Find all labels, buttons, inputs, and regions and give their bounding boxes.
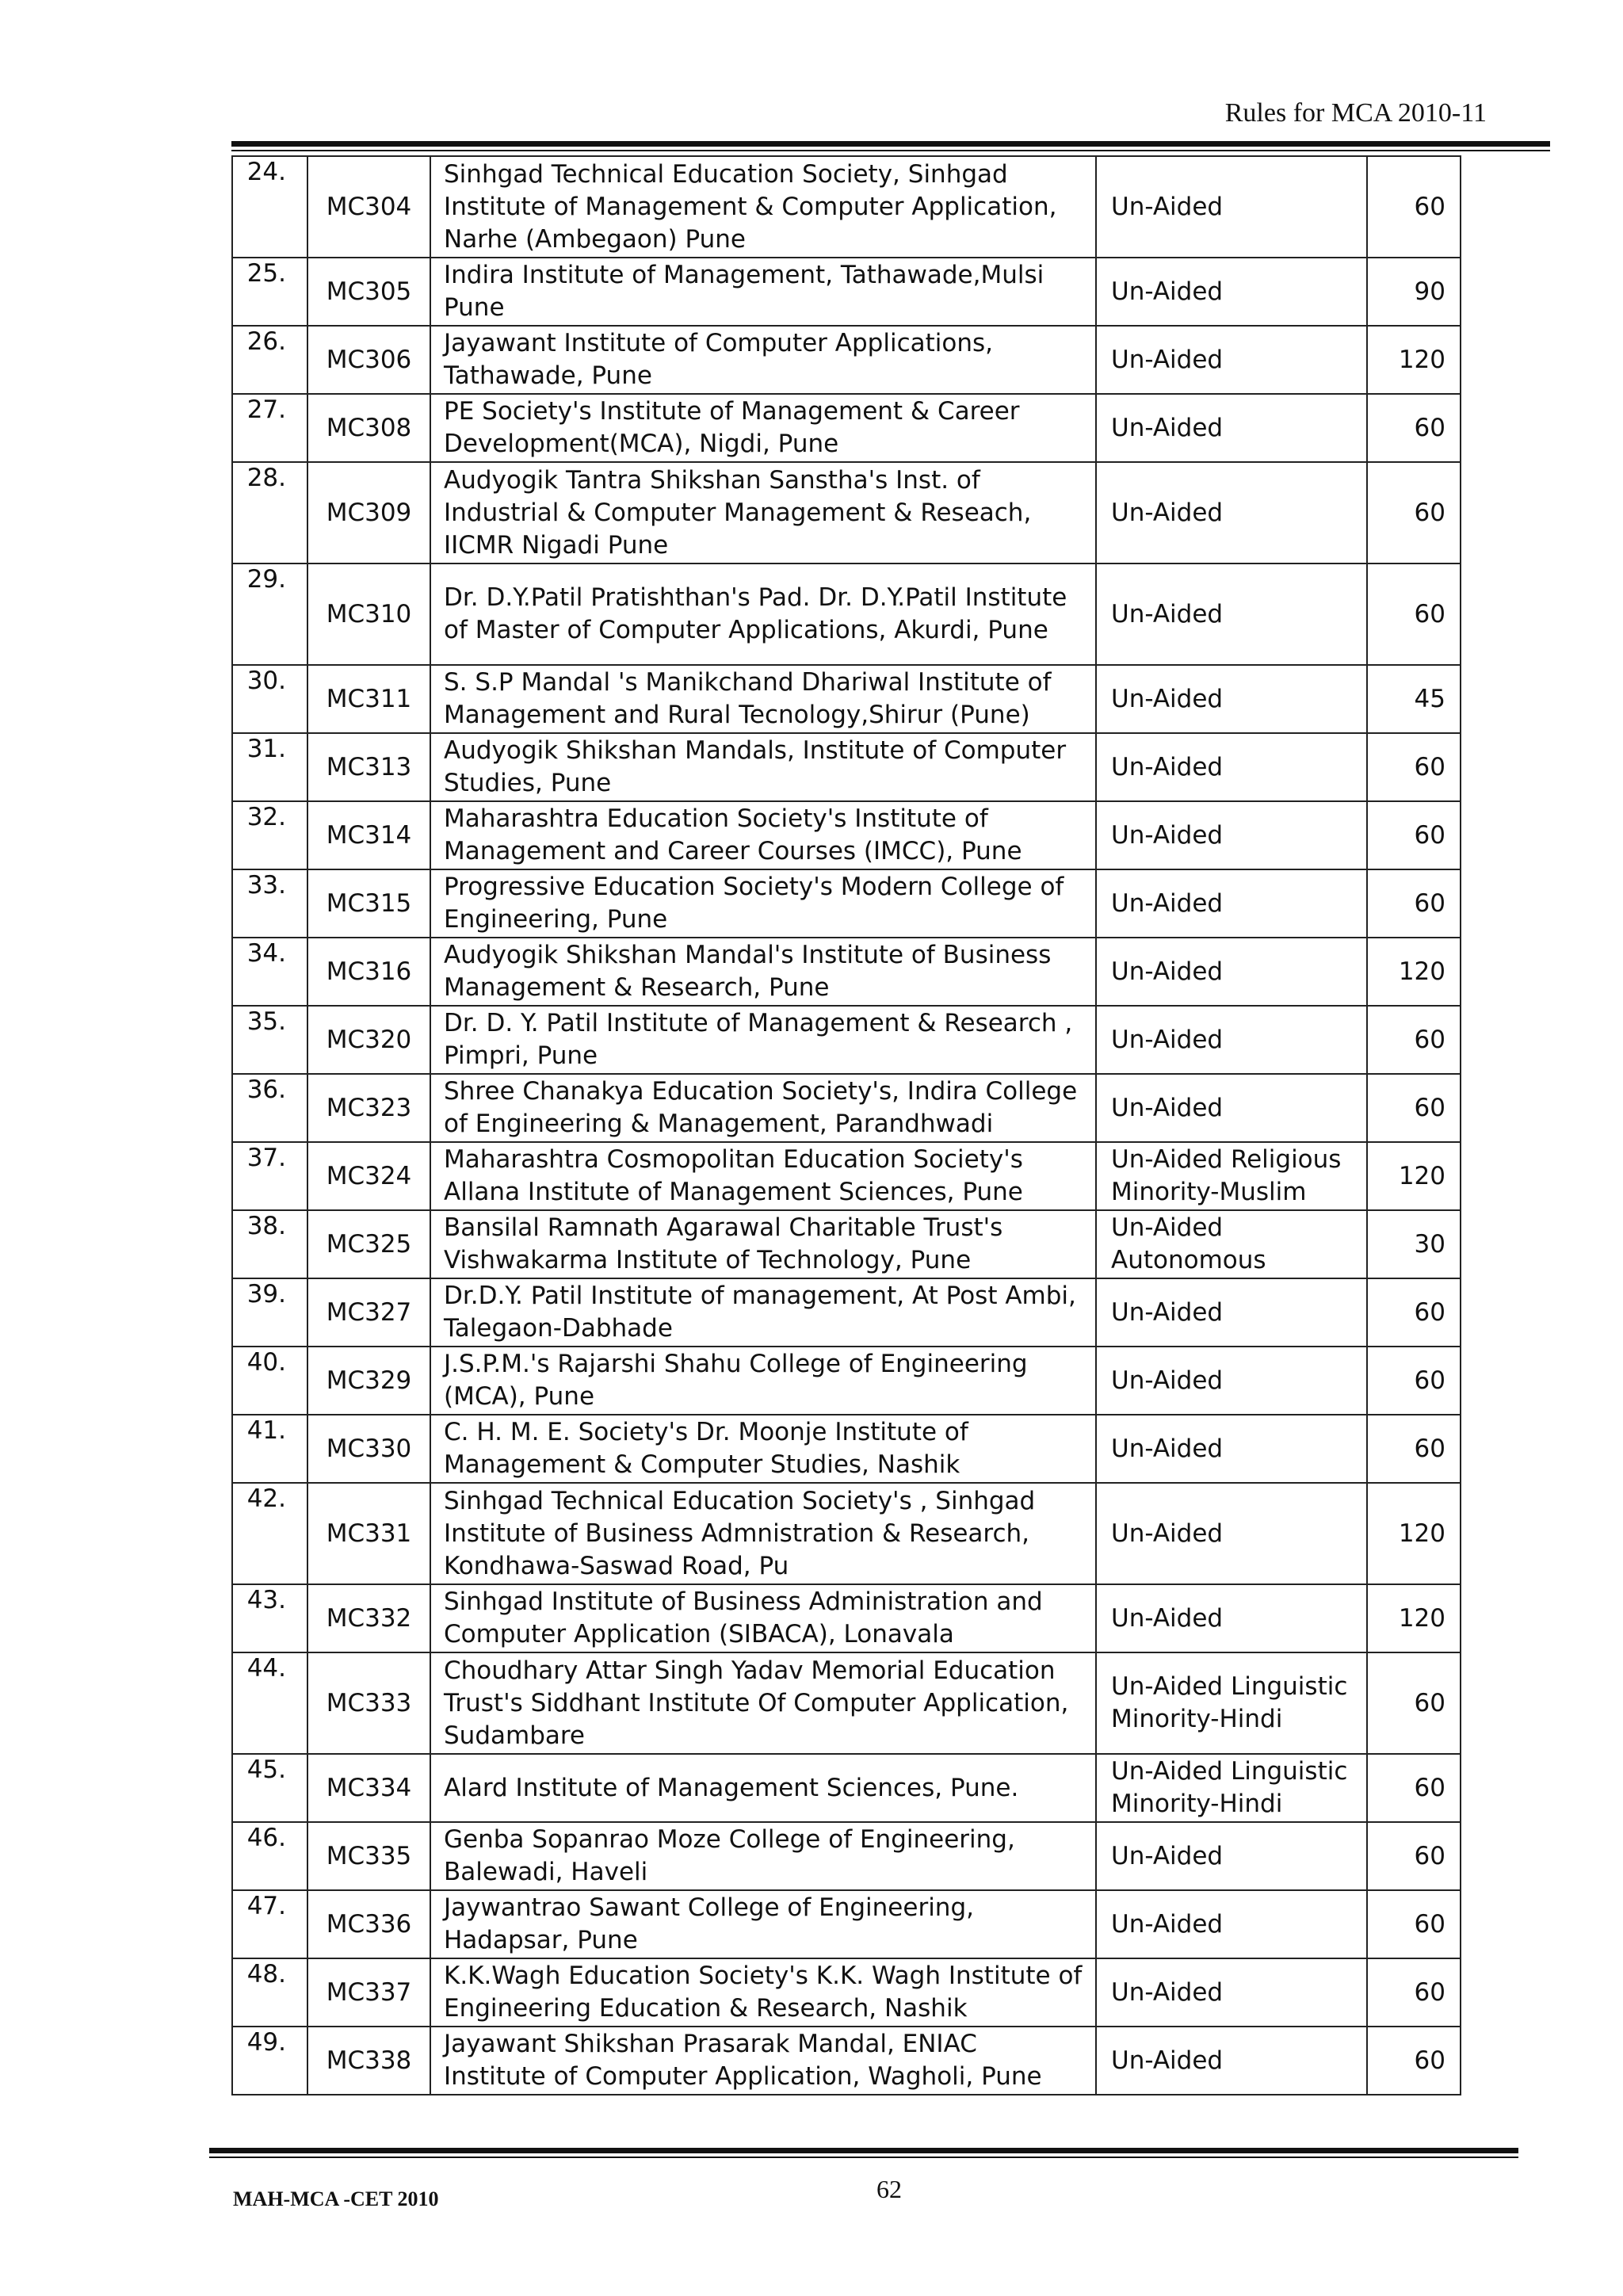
intake-cell: 60 [1367, 1006, 1461, 1074]
institute-code-cell: MC338 [307, 2027, 430, 2095]
intake-cell: 120 [1367, 326, 1461, 394]
status-cell: Un-Aided [1096, 1006, 1367, 1074]
status-cell: Un-Aided [1096, 1074, 1367, 1142]
table-row [232, 801, 1461, 869]
institute-code-cell: MC309 [307, 462, 430, 563]
serial-number-cell: 44. [232, 1652, 307, 1754]
serial-number-cell: 48. [232, 1958, 307, 2027]
institute-name-cell: Jayawant Institute of Computer Applications, Tathawade, Pune [430, 326, 1096, 394]
page-header-title: Rules for MCA 2010-11 [1224, 98, 1487, 128]
institute-code-cell: MC334 [307, 1754, 430, 1822]
intake-cell: 60 [1367, 1890, 1461, 1958]
table-row [232, 1347, 1461, 1415]
status-cell: Un-Aided Linguistic Minority-Hindi [1096, 1754, 1367, 1822]
table-row [232, 462, 1461, 563]
status-cell: Un-Aided [1096, 326, 1367, 394]
institute-code-cell: MC320 [307, 1006, 430, 1074]
serial-number-cell: 49. [232, 2027, 307, 2095]
institute-code-cell: MC335 [307, 1822, 430, 1890]
intake-cell: 60 [1367, 1347, 1461, 1415]
status-cell: Un-Aided [1096, 1958, 1367, 2027]
table-row [232, 665, 1461, 733]
table-row [232, 1210, 1461, 1278]
table-row [232, 326, 1461, 394]
table-row [232, 563, 1461, 665]
status-cell: Un-Aided [1096, 394, 1367, 462]
institute-code-cell: MC332 [307, 1584, 430, 1652]
header-rule [231, 141, 1550, 147]
table-row [232, 1754, 1461, 1822]
serial-number-cell: 33. [232, 869, 307, 938]
institute-code-cell: MC330 [307, 1415, 430, 1483]
status-cell: Un-Aided [1096, 1890, 1367, 1958]
status-cell: Un-Aided [1096, 462, 1367, 563]
intake-cell: 60 [1367, 1958, 1461, 2027]
serial-number-cell: 40. [232, 1347, 307, 1415]
table-row [232, 938, 1461, 1006]
intake-cell: 45 [1367, 665, 1461, 733]
institute-name-cell: J.S.P.M.'s Rajarshi Shahu College of Engineering (MCA), Pune [430, 1347, 1096, 1415]
institute-name-cell: Audyogik Shikshan Mandals, Institute of Computer Studies, Pune [430, 733, 1096, 801]
institute-code-cell: MC305 [307, 258, 430, 326]
status-cell: Un-Aided [1096, 156, 1367, 258]
table-row [232, 1074, 1461, 1142]
table-row [232, 1652, 1461, 1754]
table-row [232, 156, 1461, 258]
serial-number-cell: 42. [232, 1483, 307, 1584]
intake-cell: 90 [1367, 258, 1461, 326]
intake-cell: 60 [1367, 156, 1461, 258]
intake-cell: 120 [1367, 1584, 1461, 1652]
institute-code-cell: MC313 [307, 733, 430, 801]
table-row [232, 1278, 1461, 1347]
intake-cell: 60 [1367, 1652, 1461, 1754]
institute-code-cell: MC325 [307, 1210, 430, 1278]
institute-name-cell: Jaywantrao Sawant College of Engineering, Hadapsar, Pune [430, 1890, 1096, 1958]
institute-name-cell: Maharashtra Education Society's Institute of Management and Career Courses (IMCC), Pune [430, 801, 1096, 869]
institute-name-cell: Jayawant Shikshan Prasarak Mandal, ENIAC Institute of Computer Application, Wagholi, Pune [430, 2027, 1096, 2095]
footer-exam-name: MAH-MCA -CET 2010 [233, 2187, 439, 2210]
institute-name-cell: K.K.Wagh Education Society's K.K. Wagh Institute of Engineering Education & Research, Nashik [430, 1958, 1096, 2027]
table-row [232, 1890, 1461, 1958]
institute-name-cell: Indira Institute of Management, Tathawade,Mulsi Pune [430, 258, 1096, 326]
institute-code-cell: MC329 [307, 1347, 430, 1415]
intake-cell: 60 [1367, 869, 1461, 938]
intake-cell: 60 [1367, 1278, 1461, 1347]
status-cell: Un-Aided [1096, 801, 1367, 869]
serial-number-cell: 35. [232, 1006, 307, 1074]
serial-number-cell: 29. [232, 563, 307, 665]
serial-number-cell: 34. [232, 938, 307, 1006]
serial-number-cell: 36. [232, 1074, 307, 1142]
serial-number-cell: 41. [232, 1415, 307, 1483]
serial-number-cell: 37. [232, 1142, 307, 1210]
serial-number-cell: 30. [232, 665, 307, 733]
header-rule-thin [231, 150, 1550, 151]
status-cell: Un-Aided [1096, 1347, 1367, 1415]
serial-number-cell: 43. [232, 1584, 307, 1652]
status-cell: Un-Aided [1096, 1483, 1367, 1584]
institute-name-cell: Choudhary Attar Singh Yadav Memorial Education Trust's Siddhant Institute Of Computer Application, Sudambare [430, 1652, 1096, 1754]
status-cell: Un-Aided [1096, 1278, 1367, 1347]
intake-cell: 120 [1367, 1142, 1461, 1210]
table-row [232, 1958, 1461, 2027]
intake-cell: 60 [1367, 2027, 1461, 2095]
intake-cell: 60 [1367, 563, 1461, 665]
institute-code-cell: MC316 [307, 938, 430, 1006]
status-cell: Un-Aided Autonomous [1096, 1210, 1367, 1278]
institute-code-cell: MC327 [307, 1278, 430, 1347]
serial-number-cell: 31. [232, 733, 307, 801]
status-cell: Un-Aided [1096, 1584, 1367, 1652]
serial-number-cell: 26. [232, 326, 307, 394]
status-cell: Un-Aided [1096, 733, 1367, 801]
institute-name-cell: PE Society's Institute of Management & Career Development(MCA), Nigdi, Pune [430, 394, 1096, 462]
footer-rule [209, 2148, 1518, 2153]
footer-rule-thin [209, 2157, 1518, 2158]
table-row [232, 1584, 1461, 1652]
intake-cell: 30 [1367, 1210, 1461, 1278]
institute-code-cell: MC311 [307, 665, 430, 733]
institute-name-cell: Audyogik Shikshan Mandal's Institute of Business Management & Research, Pune [430, 938, 1096, 1006]
institute-name-cell: Shree Chanakya Education Society's, Indira College of Engineering & Management, Parandhwadi [430, 1074, 1096, 1142]
table-row [232, 1142, 1461, 1210]
institute-name-cell: Progressive Education Society's Modern College of Engineering, Pune [430, 869, 1096, 938]
institute-name-cell: Alard Institute of Management Sciences, Pune. [430, 1754, 1096, 1822]
serial-number-cell: 32. [232, 801, 307, 869]
status-cell: Un-Aided [1096, 1822, 1367, 1890]
institute-code-cell: MC331 [307, 1483, 430, 1584]
intake-cell: 60 [1367, 1822, 1461, 1890]
status-cell: Un-Aided [1096, 563, 1367, 665]
intake-cell: 60 [1367, 1415, 1461, 1483]
institute-name-cell: Bansilal Ramnath Agarawal Charitable Trust's Vishwakarma Institute of Technology, Pune [430, 1210, 1096, 1278]
intake-cell: 60 [1367, 1074, 1461, 1142]
institute-code-cell: MC324 [307, 1142, 430, 1210]
institute-code-cell: MC337 [307, 1958, 430, 2027]
table-row [232, 394, 1461, 462]
status-cell: Un-Aided [1096, 2027, 1367, 2095]
status-cell: Un-Aided [1096, 665, 1367, 733]
status-cell: Un-Aided Linguistic Minority-Hindi [1096, 1652, 1367, 1754]
institute-table-body [232, 156, 1461, 2095]
status-cell: Un-Aided [1096, 258, 1367, 326]
institute-code-cell: MC304 [307, 156, 430, 258]
intake-cell: 60 [1367, 801, 1461, 869]
table-row [232, 258, 1461, 326]
institute-name-cell: Maharashtra Cosmopolitan Education Society's Allana Institute of Management Sciences, Pune [430, 1142, 1096, 1210]
intake-cell: 120 [1367, 1483, 1461, 1584]
institute-name-cell: Audyogik Tantra Shikshan Sanstha's Inst. of Industrial & Computer Management & Reseach, IICMR Nigadi Pune [430, 462, 1096, 563]
table-row [232, 869, 1461, 938]
serial-number-cell: 46. [232, 1822, 307, 1890]
serial-number-cell: 38. [232, 1210, 307, 1278]
institute-code-cell: MC308 [307, 394, 430, 462]
intake-cell: 120 [1367, 938, 1461, 1006]
institute-code-cell: MC315 [307, 869, 430, 938]
institute-code-cell: MC323 [307, 1074, 430, 1142]
institute-table [231, 155, 1461, 2095]
table-row [232, 1822, 1461, 1890]
status-cell: Un-Aided Religious Minority-Muslim [1096, 1142, 1367, 1210]
table-row [232, 1006, 1461, 1074]
institute-name-cell: Sinhgad Technical Education Society, Sinhgad Institute of Management & Computer Application, Narhe (Ambegaon) Pune [430, 156, 1096, 258]
institute-name-cell: Dr. D.Y.Patil Pratishthan's Pad. Dr. D.Y.Patil Institute of Master of Computer Applications, Akurdi, Pune [430, 563, 1096, 665]
table-row [232, 1483, 1461, 1584]
institute-name-cell: Dr.D.Y. Patil Institute of management, At Post Ambi, Talegaon-Dabhade [430, 1278, 1096, 1347]
table-row [232, 733, 1461, 801]
institute-name-cell: Genba Sopanrao Moze College of Engineering, Balewadi, Haveli [430, 1822, 1096, 1890]
institute-name-cell: C. H. M. E. Society's Dr. Moonje Institute of Management & Computer Studies, Nashik [430, 1415, 1096, 1483]
serial-number-cell: 39. [232, 1278, 307, 1347]
serial-number-cell: 27. [232, 394, 307, 462]
serial-number-cell: 28. [232, 462, 307, 563]
table-row [232, 2027, 1461, 2095]
status-cell: Un-Aided [1096, 1415, 1367, 1483]
serial-number-cell: 25. [232, 258, 307, 326]
status-cell: Un-Aided [1096, 869, 1367, 938]
intake-cell: 60 [1367, 394, 1461, 462]
institute-code-cell: MC336 [307, 1890, 430, 1958]
status-cell: Un-Aided [1096, 938, 1367, 1006]
intake-cell: 60 [1367, 733, 1461, 801]
page-number: 62 [876, 2175, 902, 2203]
intake-cell: 60 [1367, 462, 1461, 563]
institute-code-cell: MC306 [307, 326, 430, 394]
institute-code-cell: MC314 [307, 801, 430, 869]
institute-name-cell: Sinhgad Technical Education Society's , Sinhgad Institute of Business Admnistration & Research, Kondhawa-Saswad Road, Pu [430, 1483, 1096, 1584]
institute-code-cell: MC310 [307, 563, 430, 665]
serial-number-cell: 24. [232, 156, 307, 258]
institute-name-cell: S. S.P Mandal 's Manikchand Dhariwal Institute of Management and Rural Tecnology,Shirur (Pune) [430, 665, 1096, 733]
serial-number-cell: 45. [232, 1754, 307, 1822]
institute-code-cell: MC333 [307, 1652, 430, 1754]
intake-cell: 60 [1367, 1754, 1461, 1822]
institute-name-cell: Dr. D. Y. Patil Institute of Management & Research , Pimpri, Pune [430, 1006, 1096, 1074]
institute-name-cell: Sinhgad Institute of Business Administration and Computer Application (SIBACA), Lonavala [430, 1584, 1096, 1652]
table-row [232, 1415, 1461, 1483]
serial-number-cell: 47. [232, 1890, 307, 1958]
